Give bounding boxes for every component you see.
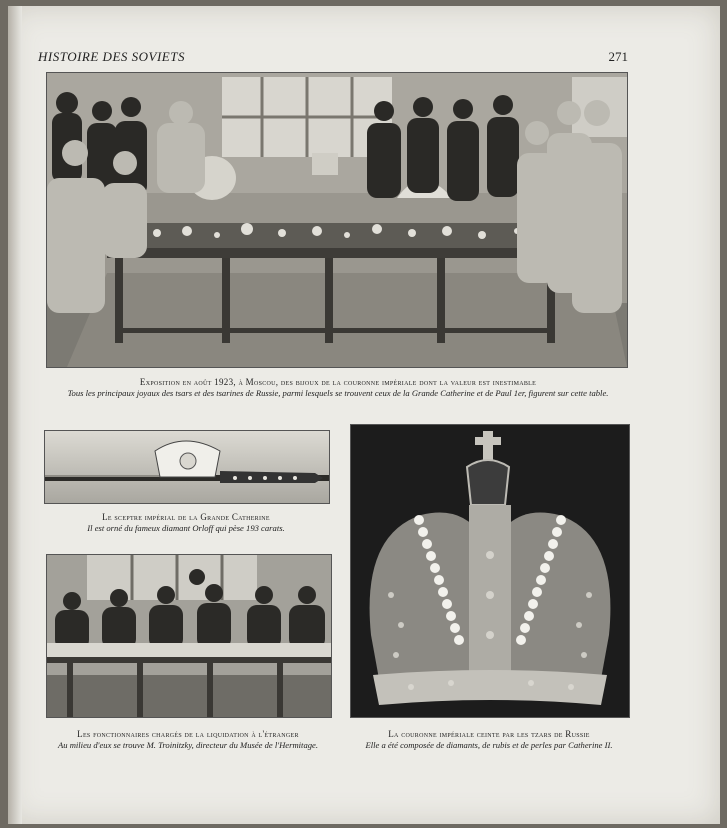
page-gutter: [8, 6, 22, 824]
caption-text: Tous les principaux joyaux des tsars et des tsarines de Russie, parmi lesquels se trouvent ceux de la Grande Catherine et de Paul 1er, figurent sur cette table.: [67, 388, 609, 399]
photo-imperial-crown: [350, 424, 630, 718]
running-title: HISTOIRE DES SOVIETS: [38, 49, 185, 64]
caption-title: Le sceptre impérial de la Grande Catherine: [102, 512, 270, 522]
caption-imperial-sceptre: [44, 511, 328, 535]
crown-image: [351, 425, 629, 717]
photo-imperial-sceptre: [44, 430, 330, 504]
book-page: [8, 6, 720, 824]
photo-jewel-exposition: [46, 72, 628, 368]
jewel-exposition-image: [47, 73, 627, 367]
photo-liquidation-officials: [46, 554, 332, 718]
caption-text: Au milieu d'eux se trouve M. Troinitzky, directeur du Musée de l'Hermitage.: [58, 740, 318, 751]
caption-text: Il est orné du fameux diamant Orloff qui pèse 193 carats.: [87, 523, 285, 534]
page-number: 271: [608, 49, 628, 64]
officials-image: [47, 555, 331, 717]
caption-liquidation-officials: [42, 728, 334, 752]
caption-imperial-crown: [350, 728, 628, 752]
caption-title: La couronne impériale ceinte par les tzars de Russie: [388, 729, 590, 739]
caption-title: Les fonctionnaires chargés de la liquidation à l'étranger: [77, 729, 299, 739]
sceptre-image: [45, 431, 329, 503]
caption-title: Exposition en août 1923, à Moscou, des bijoux de la couronne impériale dont la valeur est inestimable: [139, 377, 537, 387]
caption-text: Elle a été composée de diamants, de rubis et de perles par Catherine II.: [365, 740, 613, 751]
caption-jewel-exposition: [38, 376, 638, 400]
